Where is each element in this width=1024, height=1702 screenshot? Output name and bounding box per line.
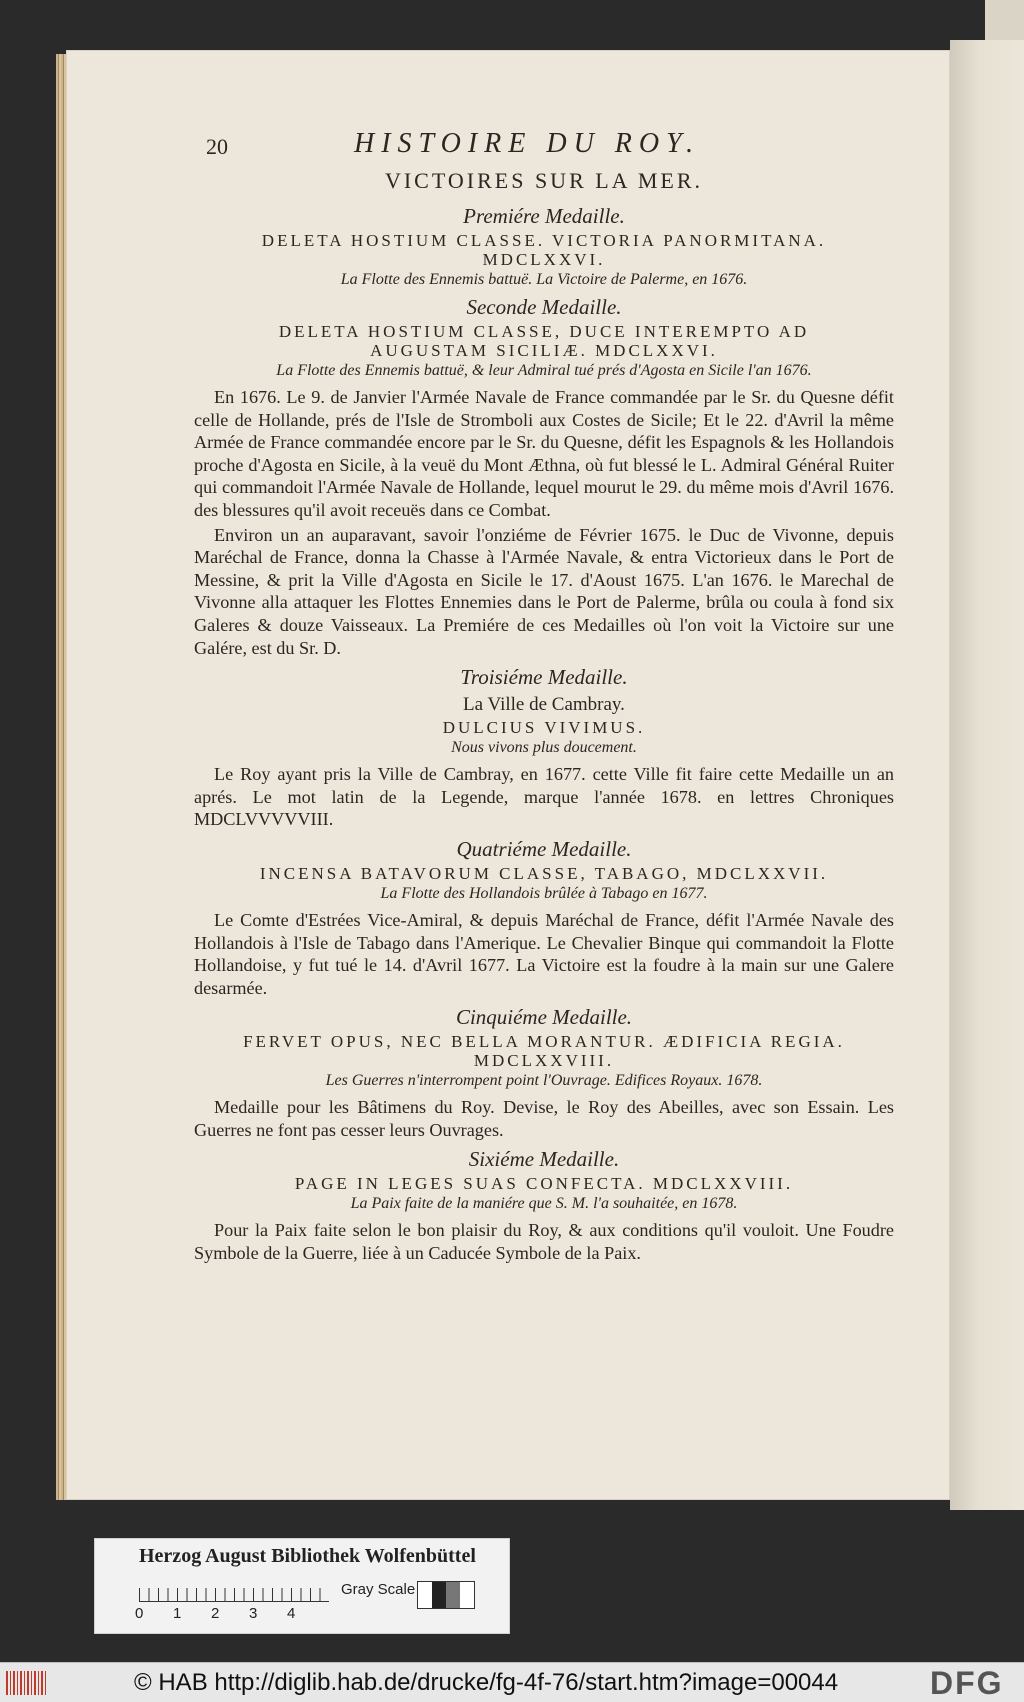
ruler-number: 4 xyxy=(287,1605,296,1622)
body-paragraph: Medaille pour les Bâtimens du Roy. Devise, le Roy des Abeilles, avec son Essain. Les Guerres ne font pas cesser leurs Ouvrages. xyxy=(194,1097,894,1140)
credit-link[interactable]: © HAB http://diglib.hab.de/drucke/fg-4f-76/start.htm?image=00044 xyxy=(134,1669,839,1696)
medal-translation: La Flotte des Ennemis battuë. La Victoire de Palerme, en 1676. xyxy=(340,271,748,288)
body-paragraph: Environ un an auparavant, savoir l'onziéme de Février 1675. le Duc de Vivonne, depuis Maréchal de France, donna la Chasse à l'Armée Navale, & entra Victorieux dans le Port de Messine, & prit la Ville d'Agosta en Sicile le 17. d'Aoust 1675. L'an 1676. le Marechal de Vivonne alla attaquer les Flottes Ennemies dans le Port de Palerme, brûla ou coula à fond six Galeres & douze Vaisseaux. La Premiére de ces Medailles où l'on voit la Victoire sur une Galére, est du Sr. D. xyxy=(194,524,894,658)
ruler-numbers xyxy=(135,1605,325,1622)
gray-scale-label: Gray Scale xyxy=(341,1581,416,1598)
ruler-number: 2 xyxy=(211,1605,220,1622)
next-page-edge xyxy=(950,40,1024,1510)
medal-legend: AUGUSTAM SICILIÆ. MDCLXXVI. xyxy=(370,341,718,360)
medal-legend: PAGE IN LEGES SUAS CONFECTA. MDCLXXVIII. xyxy=(294,1174,794,1194)
ruler-number: 3 xyxy=(249,1605,258,1622)
running-head xyxy=(194,126,894,166)
medal-legend: DELETA HOSTIUM CLASSE, DUCE INTEREMPTO AD xyxy=(278,322,810,341)
medal-title: Seconde Medaille. xyxy=(466,295,622,319)
medal-translation: La Flotte des Hollandois brûlée à Tabago en 1677. xyxy=(380,884,708,902)
barcode-icon xyxy=(6,1671,48,1695)
color-scale-card xyxy=(94,1538,510,1634)
section-title: VICTOIRES SUR LA MER. xyxy=(384,168,704,193)
library-name: Herzog August Bibliothek Wolfenbüttel xyxy=(139,1545,476,1567)
body-paragraph: Pour la Paix faite selon le bon plaisir du Roy, & aux conditions qu'il vouloit. Une Foudre Symbole de la Guerre, liée à un Caducée Symbole de la Paix. xyxy=(194,1220,894,1264)
medal-title: Quatriéme Medaille. xyxy=(456,836,632,861)
medal-translation: La Paix faite de la maniére que S. M. l'a souhaitée, en 1678. xyxy=(350,1195,738,1213)
footer-bar xyxy=(0,1662,1024,1702)
medal-legend: FERVET OPUS, NEC BELLA MORANTUR. ÆDIFICIA REGIA. xyxy=(243,1032,845,1052)
ruler xyxy=(139,1579,329,1602)
body-paragraph: En 1676. Le 9. de Janvier l'Armée Navale de France commandée par le Sr. du Quesne défit celle de Hollande, prés de l'Isle de Stromboli aux Costes de Sicile; Et le 22. d'Avril la même Armée de France commandée encore par le Sr. du Quesne, défit les Espagnols & les Hollandois proche d'Agosta en Sicile, à la veuë du Mont Æthna, où fut blessé le L. Admiral Général Ruiter qui commandoit l'Armée Navale de Hollande, lequel mourut le 29. du même mois d'Avril 1676. des blessures qu'il avoit receuës dans ce Combat. xyxy=(194,387,894,520)
gray-scale-swatches xyxy=(417,1581,475,1609)
medal-title: Sixiéme Medaille. xyxy=(468,1147,620,1172)
medal-title: Premiére Medaille. xyxy=(463,204,625,228)
body-paragraph: Le Roy ayant pris la Ville de Cambray, en 1677. cette Ville fit faire cette Medaille un an aprés. Le mot latin de la Legende, marque l'année 1678. en lettres Chroniques MDCLVVVVVIII. xyxy=(194,764,894,830)
medal-legend: MDCLXXVIII. xyxy=(473,1051,615,1071)
medal-legend: DELETA HOSTIUM CLASSE. VICTORIA PANORMITANA. xyxy=(261,231,827,250)
medal-legend: MDCLXXVI. xyxy=(482,250,606,269)
ruler-number: 1 xyxy=(173,1605,182,1622)
medal-subject: La Ville de Cambray. xyxy=(463,694,625,716)
page-text xyxy=(194,126,894,1267)
medal-legend: DULCIUS VIVIMUS. xyxy=(442,718,646,738)
medal-translation: La Flotte des Ennemis battuë, & leur Admiral tué prés d'Agosta en Sicile l'an 1676. xyxy=(276,362,812,379)
ruler-number: 0 xyxy=(135,1605,144,1622)
medal-title: Cinquiéme Medaille. xyxy=(455,1005,633,1030)
running-title: HISTOIRE DU ROY. xyxy=(354,128,701,159)
medal-title: Troisiéme Medaille. xyxy=(460,665,628,690)
medal-translation: Les Guerres n'interrompent point l'Ouvrage. Edifices Royaux. 1678. xyxy=(325,1072,763,1090)
page-number: 20 xyxy=(206,134,228,159)
medal-translation: Nous vivons plus doucement. xyxy=(451,739,637,757)
dfg-logo: DFG xyxy=(930,1665,1004,1701)
medal-legend: INCENSA BATAVORUM CLASSE, TABAGO, MDCLXXVII. xyxy=(259,863,829,883)
body-paragraph: Le Comte d'Estrées Vice-Amiral, & depuis Maréchal de France, défit l'Armée Navale des Hollandois à l'Isle de Tabago dans l'Amerique. Le Chevalier Binque qui commandoit la Flotte Hollandoise, y fut tué le 14. d'Avril 1677. La Victoire est la foudre à la main sur une Galere desarmée. xyxy=(194,909,894,998)
